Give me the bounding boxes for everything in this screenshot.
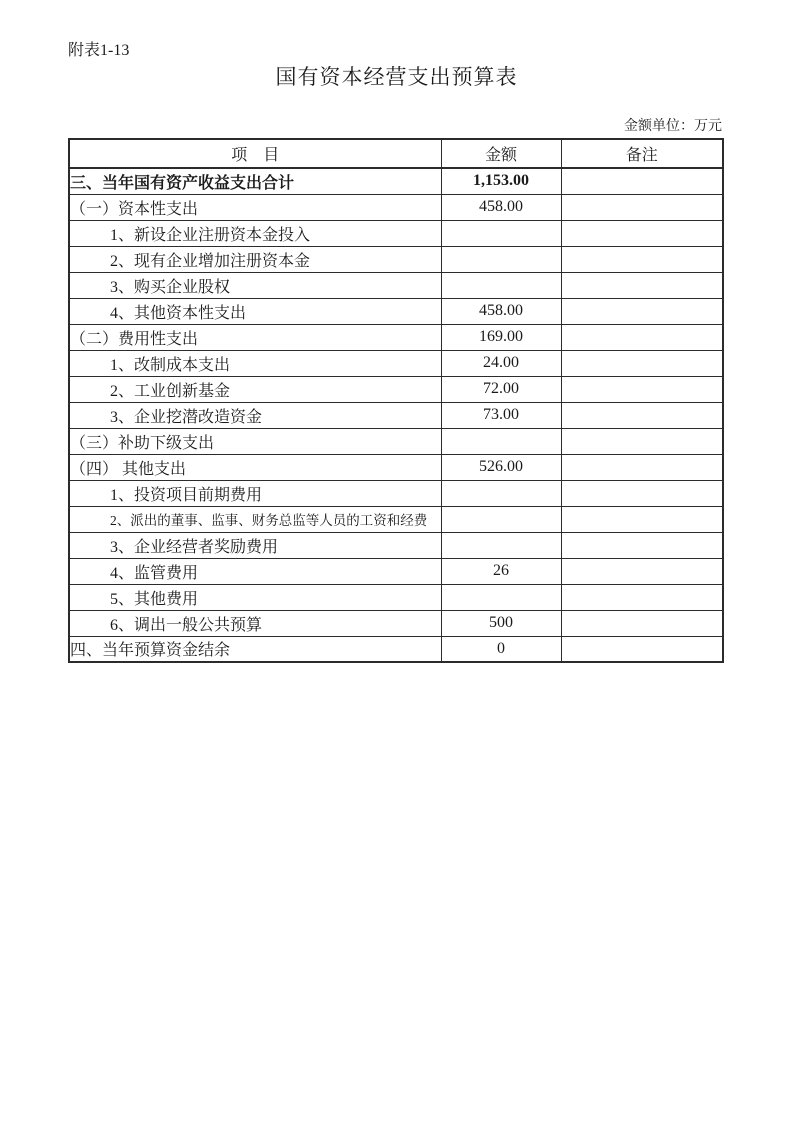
amount-cell bbox=[441, 246, 561, 272]
item-cell: 3、企业经营者奖励费用 bbox=[69, 532, 441, 558]
table-row bbox=[69, 506, 723, 532]
note-cell bbox=[561, 584, 723, 610]
item-cell: 2、现有企业增加注册资本金 bbox=[69, 246, 441, 272]
note-cell bbox=[561, 558, 723, 584]
amount-cell bbox=[441, 428, 561, 454]
note-cell bbox=[561, 454, 723, 480]
note-cell bbox=[561, 480, 723, 506]
note-cell bbox=[561, 376, 723, 402]
note-cell bbox=[561, 532, 723, 558]
amount-cell: 0 bbox=[441, 636, 561, 662]
item-cell: 2、派出的董事、监事、财务总监等人员的工资和经费 bbox=[69, 506, 441, 532]
item-cell: 1、改制成本支出 bbox=[69, 350, 441, 376]
note-cell bbox=[561, 324, 723, 350]
annex-label: 附表1-13 bbox=[68, 42, 130, 59]
header-amount: 金额 bbox=[441, 139, 561, 168]
note-cell bbox=[561, 194, 723, 220]
amount-cell bbox=[441, 480, 561, 506]
amount-cell: 72.00 bbox=[441, 376, 561, 402]
budget-table bbox=[68, 138, 724, 663]
note-cell bbox=[561, 610, 723, 636]
table-row bbox=[69, 272, 723, 298]
item-cell: 4、监管费用 bbox=[69, 558, 441, 584]
table-row bbox=[69, 194, 723, 220]
item-cell: 四、当年预算资金结余 bbox=[69, 636, 441, 662]
table-row bbox=[69, 298, 723, 324]
item-cell: （一）资本性支出 bbox=[69, 194, 441, 220]
table-row bbox=[69, 428, 723, 454]
table-row bbox=[69, 480, 723, 506]
note-cell bbox=[561, 428, 723, 454]
item-cell: 1、新设企业注册资本金投入 bbox=[69, 220, 441, 246]
table-row bbox=[69, 584, 723, 610]
note-cell bbox=[561, 220, 723, 246]
item-cell: 3、购买企业股权 bbox=[69, 272, 441, 298]
note-cell bbox=[561, 636, 723, 662]
note-cell bbox=[561, 246, 723, 272]
amount-cell: 458.00 bbox=[441, 298, 561, 324]
item-cell: （四） 其他支出 bbox=[69, 454, 441, 480]
table-row bbox=[69, 324, 723, 350]
table-header bbox=[69, 139, 723, 168]
item-cell: 1、投资项目前期费用 bbox=[69, 480, 441, 506]
amount-cell bbox=[441, 532, 561, 558]
amount-cell: 26 bbox=[441, 558, 561, 584]
item-cell: 6、调出一般公共预算 bbox=[69, 610, 441, 636]
table-row bbox=[69, 220, 723, 246]
item-cell: 4、其他资本性支出 bbox=[69, 298, 441, 324]
amount-cell bbox=[441, 584, 561, 610]
amount-cell: 169.00 bbox=[441, 324, 561, 350]
note-cell bbox=[561, 506, 723, 532]
amount-cell bbox=[441, 506, 561, 532]
note-cell bbox=[561, 168, 723, 194]
table-row bbox=[69, 246, 723, 272]
table-row bbox=[69, 532, 723, 558]
table-row bbox=[69, 402, 723, 428]
table-row bbox=[69, 636, 723, 662]
item-cell: （三）补助下级支出 bbox=[69, 428, 441, 454]
table-row bbox=[69, 558, 723, 584]
amount-cell: 526.00 bbox=[441, 454, 561, 480]
amount-cell: 24.00 bbox=[441, 350, 561, 376]
note-cell bbox=[561, 402, 723, 428]
page-title: 国有资本经营支出预算表 bbox=[275, 65, 518, 89]
amount-cell: 1,153.00 bbox=[441, 168, 561, 194]
table-row bbox=[69, 168, 723, 194]
item-cell: 三、当年国有资产收益支出合计 bbox=[69, 168, 441, 194]
table-row bbox=[69, 376, 723, 402]
header-note: 备注 bbox=[561, 139, 723, 168]
note-cell bbox=[561, 298, 723, 324]
amount-cell bbox=[441, 220, 561, 246]
item-cell: 2、工业创新基金 bbox=[69, 376, 441, 402]
item-cell: 5、其他费用 bbox=[69, 584, 441, 610]
amount-cell: 458.00 bbox=[441, 194, 561, 220]
unit-note: 金额单位：万元 bbox=[624, 119, 722, 134]
item-cell: （二）费用性支出 bbox=[69, 324, 441, 350]
table-header-row bbox=[69, 139, 723, 168]
amount-cell: 73.00 bbox=[441, 402, 561, 428]
table-row bbox=[69, 610, 723, 636]
amount-cell bbox=[441, 272, 561, 298]
table-row bbox=[69, 350, 723, 376]
item-cell: 3、企业挖潜改造资金 bbox=[69, 402, 441, 428]
note-cell bbox=[561, 350, 723, 376]
note-cell bbox=[561, 272, 723, 298]
table-row bbox=[69, 454, 723, 480]
header-item: 项 目 bbox=[69, 139, 441, 168]
amount-cell: 500 bbox=[441, 610, 561, 636]
